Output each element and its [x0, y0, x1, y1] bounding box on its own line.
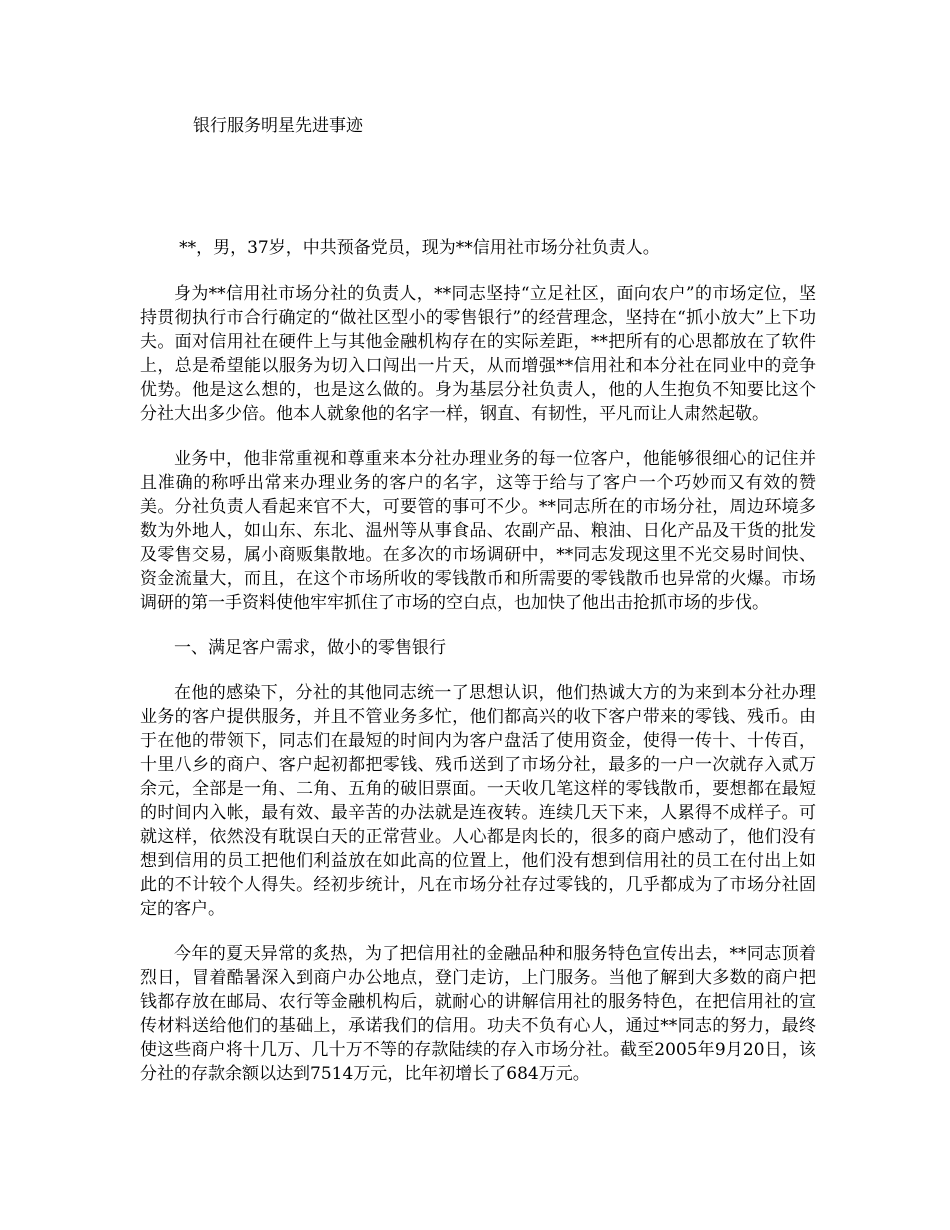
paragraph-business: 业务中，他非常重视和尊重来本分社办理业务的每一位客户，他能够很细心的记住并且准确的称呼出常来办理业务的客户的名字，这等于给与了客户一个巧妙而又有效的赞美。分社负责人看起来官不大，可要管的事可不少。**同志所在的市场分社，周边环境多数为外地人，如山东、东北、温州等从事食品、农副产品、粮油、日化产品及干货的批发及零售交易，属小商贩集散地。在多次的市场调研中，**同志发现这里不光交易时间快、资金流量大，而且，在这个市场所收的零钱散币和所需要的零钱散币也异常的火爆。市场调研的第一手资料使他牢牢抓住了市场的空白点，也加快了他出击抢抓市场的步伐。 — [140, 449, 816, 613]
paragraph-intro: **，男，37岁，中共预备党员，现为**信用社市场分社负责人。 — [179, 238, 660, 258]
section-heading: 一、满足客户需求，做小的零售银行 — [174, 638, 446, 658]
document-body — [140, 236, 816, 1107]
paragraph-summer: 今年的夏天异常的炙热，为了把信用社的金融品种和服务特色宣传出去，**同志顶着烈日，冒着酷暑深入到商户办公地点，登门走访，上门服务。当他了解到大多数的商户把钱都存放在邮局、农行等金融机构后，就耐心的讲解信用社的服务特色，在把信用社的宣传材料送给他们的基础上，承诺我们的信用。功夫不负有心人，通过**同志的努力，最终使这些商户将十几万、几十万不等的存款陆续的存入市场分社。截至2005年9月20日，该分社的存款余额以达到7514万元，比年初增长了684万元。 — [140, 944, 816, 1084]
document-title: 银行服务明星先进事迹 — [193, 116, 363, 136]
paragraph-service: 在他的感染下，分社的其他同志统一了思想认识，他们热诚大方的为来到本分社办理业务的客户提供服务，并且不管业务多忙，他们都高兴的收下客户带来的零钱、残币。由于在他的带领下，同志们在最短的时间内为客户盘活了使用资金，使得一传十、十传百，十里八乡的商户、客户起初都把零钱、残币送到了市场分社，最多的一户一次就存入贰万余元，全部是一角、二角、五角的破旧票面。一天收几笔这样的零钱散币，要想都在最短的时间内入帐，最有效、最辛苦的办法就是连夜转。连续几天下来，人累得不成样子。可就这样，依然没有耽误白天的正常营业。人心都是肉长的，很多的商户感动了，他们没有想到信用的员工把他们利益放在如此高的位置上，他们没有想到信用社的员工在付出上如此的不计较个人得失。经初步统计，凡在市场分社存过零钱的，几乎都成为了市场分社固定的客户。 — [140, 683, 816, 919]
paragraph-role: 身为**信用社市场分社的负责人，**同志坚持“立足社区，面向农户”的市场定位，坚持贯彻执行市合行确定的“做社区型小的零售银行”的经营理念，坚持在“抓小放大”上下功夫。面对信用社在硬件上与其他金融机构存在的实际差距，**把所有的心思都放在了软件上，总是希望能以服务为切入口闯出一片天，从而增强**信用社和本分社在同业中的竞争优势。他是这么想的，也是这么做的。身为基层分社负责人，他的人生抱负不知要比这个分社大出多少倍。他本人就象他的名字一样，钢直、有韧性，平凡而让人肃然起敬。 — [140, 284, 816, 424]
